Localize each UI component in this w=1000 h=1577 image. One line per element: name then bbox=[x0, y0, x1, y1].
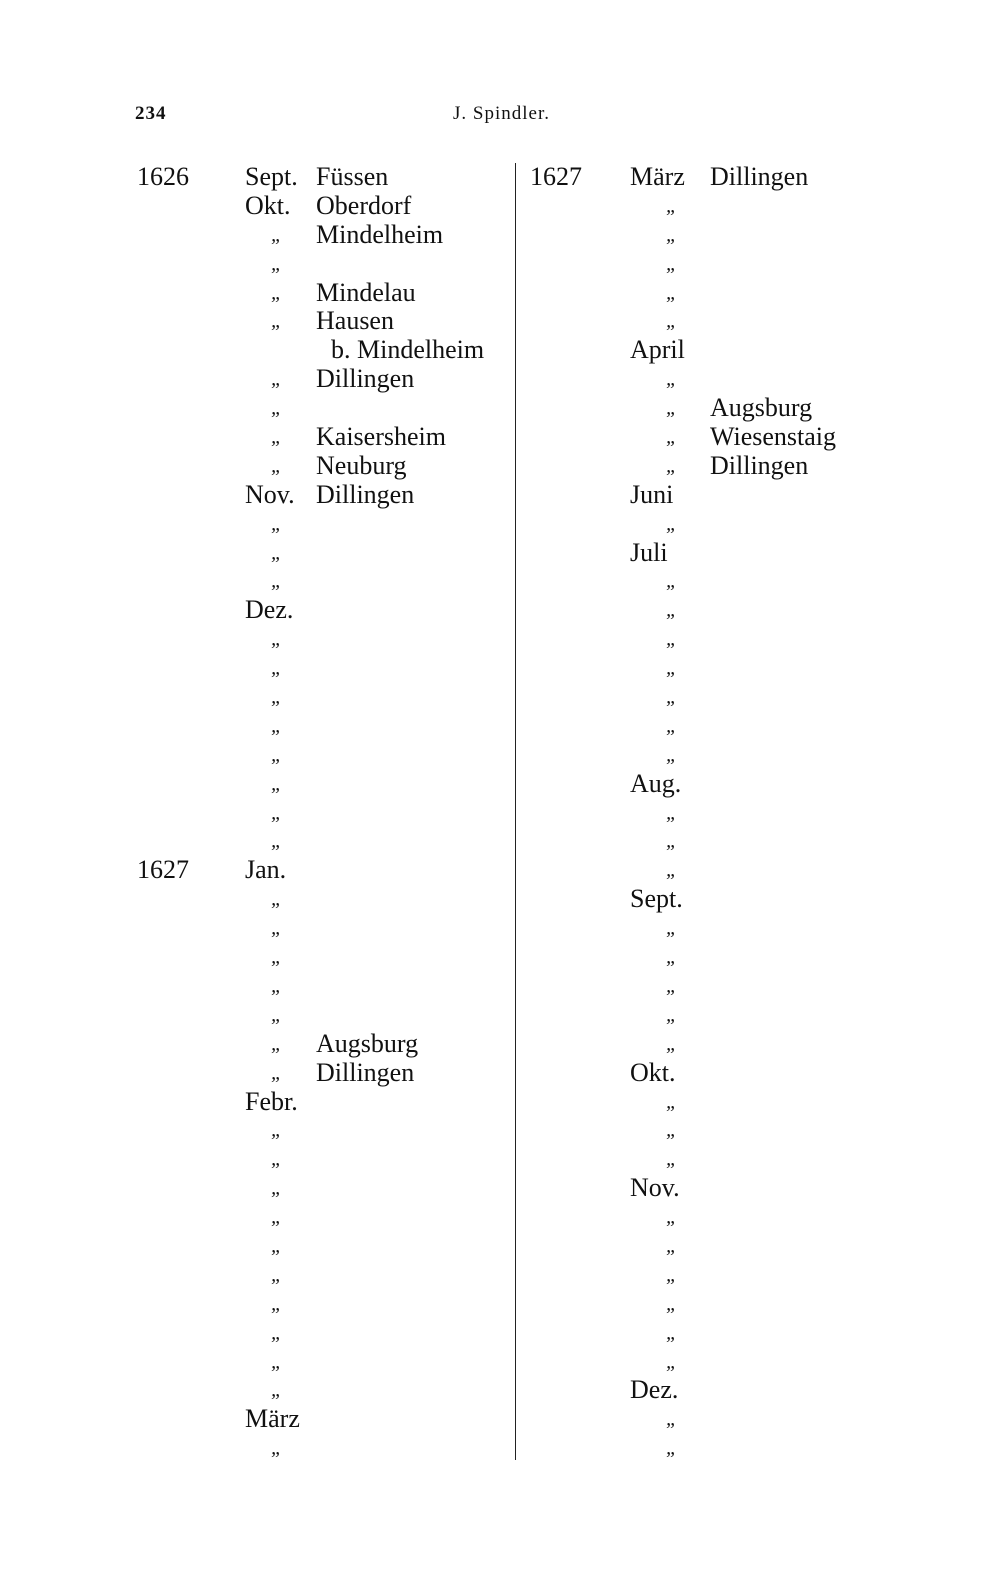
month-cell: „ bbox=[666, 974, 678, 997]
month-cell: „ bbox=[271, 1119, 283, 1142]
month-cell: „ bbox=[271, 830, 283, 853]
month-cell: „ bbox=[666, 686, 678, 709]
month-cell: „ bbox=[666, 252, 678, 275]
month-cell: März bbox=[245, 1404, 300, 1434]
month-cell: „ bbox=[271, 1437, 283, 1460]
month-cell: „ bbox=[271, 628, 283, 651]
month-cell: „ bbox=[271, 974, 283, 997]
month-cell: „ bbox=[271, 281, 283, 304]
running-title: J. Spindler. bbox=[453, 103, 550, 124]
month-cell: Aug. bbox=[630, 768, 682, 798]
page-number: 234 bbox=[135, 103, 167, 124]
month-cell: „ bbox=[271, 1032, 283, 1055]
month-cell: „ bbox=[271, 1350, 283, 1373]
month-cell: April bbox=[630, 335, 685, 365]
month-cell: „ bbox=[271, 252, 283, 275]
month-cell: „ bbox=[666, 1408, 678, 1431]
month-cell: „ bbox=[666, 917, 678, 940]
month-cell: Juni bbox=[630, 479, 674, 509]
year-cell: 1627 bbox=[530, 162, 582, 191]
month-cell: „ bbox=[666, 397, 678, 420]
month-cell: „ bbox=[271, 1148, 283, 1171]
month-cell: Juli bbox=[630, 537, 668, 567]
place-cell: Hausen bbox=[316, 306, 394, 336]
month-cell: „ bbox=[666, 223, 678, 246]
month-cell: Dez. bbox=[245, 595, 294, 625]
month-cell: „ bbox=[666, 1263, 678, 1286]
month-cell: „ bbox=[666, 628, 678, 651]
month-cell: Nov. bbox=[245, 479, 295, 509]
month-cell: „ bbox=[271, 657, 283, 680]
month-cell: „ bbox=[271, 426, 283, 449]
month-cell: „ bbox=[271, 772, 283, 795]
month-cell: „ bbox=[271, 1234, 283, 1257]
month-cell: „ bbox=[271, 743, 283, 766]
month-cell: „ bbox=[271, 686, 283, 709]
month-cell: Nov. bbox=[630, 1173, 680, 1203]
year-cell: 1626 bbox=[137, 162, 189, 191]
month-cell: „ bbox=[271, 946, 283, 969]
month-cell: „ bbox=[666, 1206, 678, 1229]
month-cell: „ bbox=[271, 917, 283, 940]
month-cell: Sept. bbox=[630, 884, 683, 914]
month-cell: Jan. bbox=[245, 855, 287, 885]
month-cell: „ bbox=[666, 1321, 678, 1344]
month-cell: „ bbox=[271, 1292, 283, 1315]
month-cell: „ bbox=[271, 1321, 283, 1344]
month-cell: „ bbox=[666, 801, 678, 824]
month-cell: „ bbox=[271, 310, 283, 333]
month-cell: „ bbox=[666, 454, 678, 477]
month-cell: „ bbox=[666, 281, 678, 304]
month-cell: „ bbox=[271, 1379, 283, 1402]
month-cell: „ bbox=[271, 1003, 283, 1026]
month-cell: „ bbox=[271, 714, 283, 737]
month-cell: „ bbox=[666, 426, 678, 449]
month-cell: „ bbox=[666, 743, 678, 766]
month-cell: „ bbox=[271, 368, 283, 391]
year-cell: 1627 bbox=[137, 855, 189, 885]
month-cell: „ bbox=[666, 1437, 678, 1460]
place-cell: Dillingen bbox=[710, 450, 809, 480]
month-cell: „ bbox=[271, 1206, 283, 1229]
month-cell: „ bbox=[271, 801, 283, 824]
month-cell: Febr. bbox=[245, 1086, 298, 1116]
month-cell: „ bbox=[666, 830, 678, 853]
month-cell: Dez. bbox=[630, 1375, 679, 1405]
month-cell: „ bbox=[666, 1292, 678, 1315]
column-divider bbox=[515, 163, 516, 1460]
month-cell: „ bbox=[666, 946, 678, 969]
place-cell: Oberdorf bbox=[316, 190, 412, 220]
place-cell: Füssen bbox=[316, 162, 389, 191]
month-cell: „ bbox=[666, 1350, 678, 1373]
month-cell: „ bbox=[666, 859, 678, 882]
month-cell: „ bbox=[666, 310, 678, 333]
month-cell: „ bbox=[666, 657, 678, 680]
month-cell: „ bbox=[666, 570, 678, 593]
month-cell: „ bbox=[271, 570, 283, 593]
month-cell: „ bbox=[666, 1032, 678, 1055]
month-cell: März bbox=[630, 162, 685, 191]
month-cell: „ bbox=[271, 1061, 283, 1084]
month-cell: „ bbox=[666, 194, 678, 217]
place-cell: Augsburg bbox=[316, 1028, 419, 1058]
place-cell: Mindelheim bbox=[316, 219, 444, 249]
month-cell: „ bbox=[666, 1119, 678, 1142]
place-cell: Wiesenstaig bbox=[710, 422, 837, 452]
month-cell: „ bbox=[666, 512, 678, 535]
month-cell: Okt. bbox=[630, 1057, 676, 1087]
month-cell: Okt. bbox=[245, 190, 291, 220]
month-cell: „ bbox=[666, 1090, 678, 1113]
month-cell: „ bbox=[271, 541, 283, 564]
month-cell: „ bbox=[271, 888, 283, 911]
month-cell: „ bbox=[666, 1003, 678, 1026]
place-cell: Kaisersheim bbox=[316, 422, 446, 452]
month-cell: „ bbox=[666, 368, 678, 391]
month-cell: „ bbox=[271, 397, 283, 420]
month-cell: „ bbox=[271, 512, 283, 535]
place-cell: Dillingen bbox=[316, 364, 415, 394]
month-cell: „ bbox=[666, 1234, 678, 1257]
month-cell: „ bbox=[271, 223, 283, 246]
place-cell: b. Mindelheim bbox=[331, 335, 485, 365]
month-cell: „ bbox=[271, 1177, 283, 1200]
month-cell: „ bbox=[271, 454, 283, 477]
month-cell: „ bbox=[271, 1263, 283, 1286]
place-cell: Dillingen bbox=[316, 479, 415, 509]
place-cell: Dillingen bbox=[316, 1057, 415, 1087]
place-cell: Dillingen bbox=[710, 162, 809, 191]
place-cell: Neuburg bbox=[316, 450, 407, 480]
place-cell: Augsburg bbox=[710, 393, 813, 423]
month-cell: Sept. bbox=[245, 162, 298, 191]
month-cell: „ bbox=[666, 599, 678, 622]
place-cell: Mindelau bbox=[316, 277, 416, 307]
month-cell: „ bbox=[666, 714, 678, 737]
month-cell: „ bbox=[666, 1148, 678, 1171]
